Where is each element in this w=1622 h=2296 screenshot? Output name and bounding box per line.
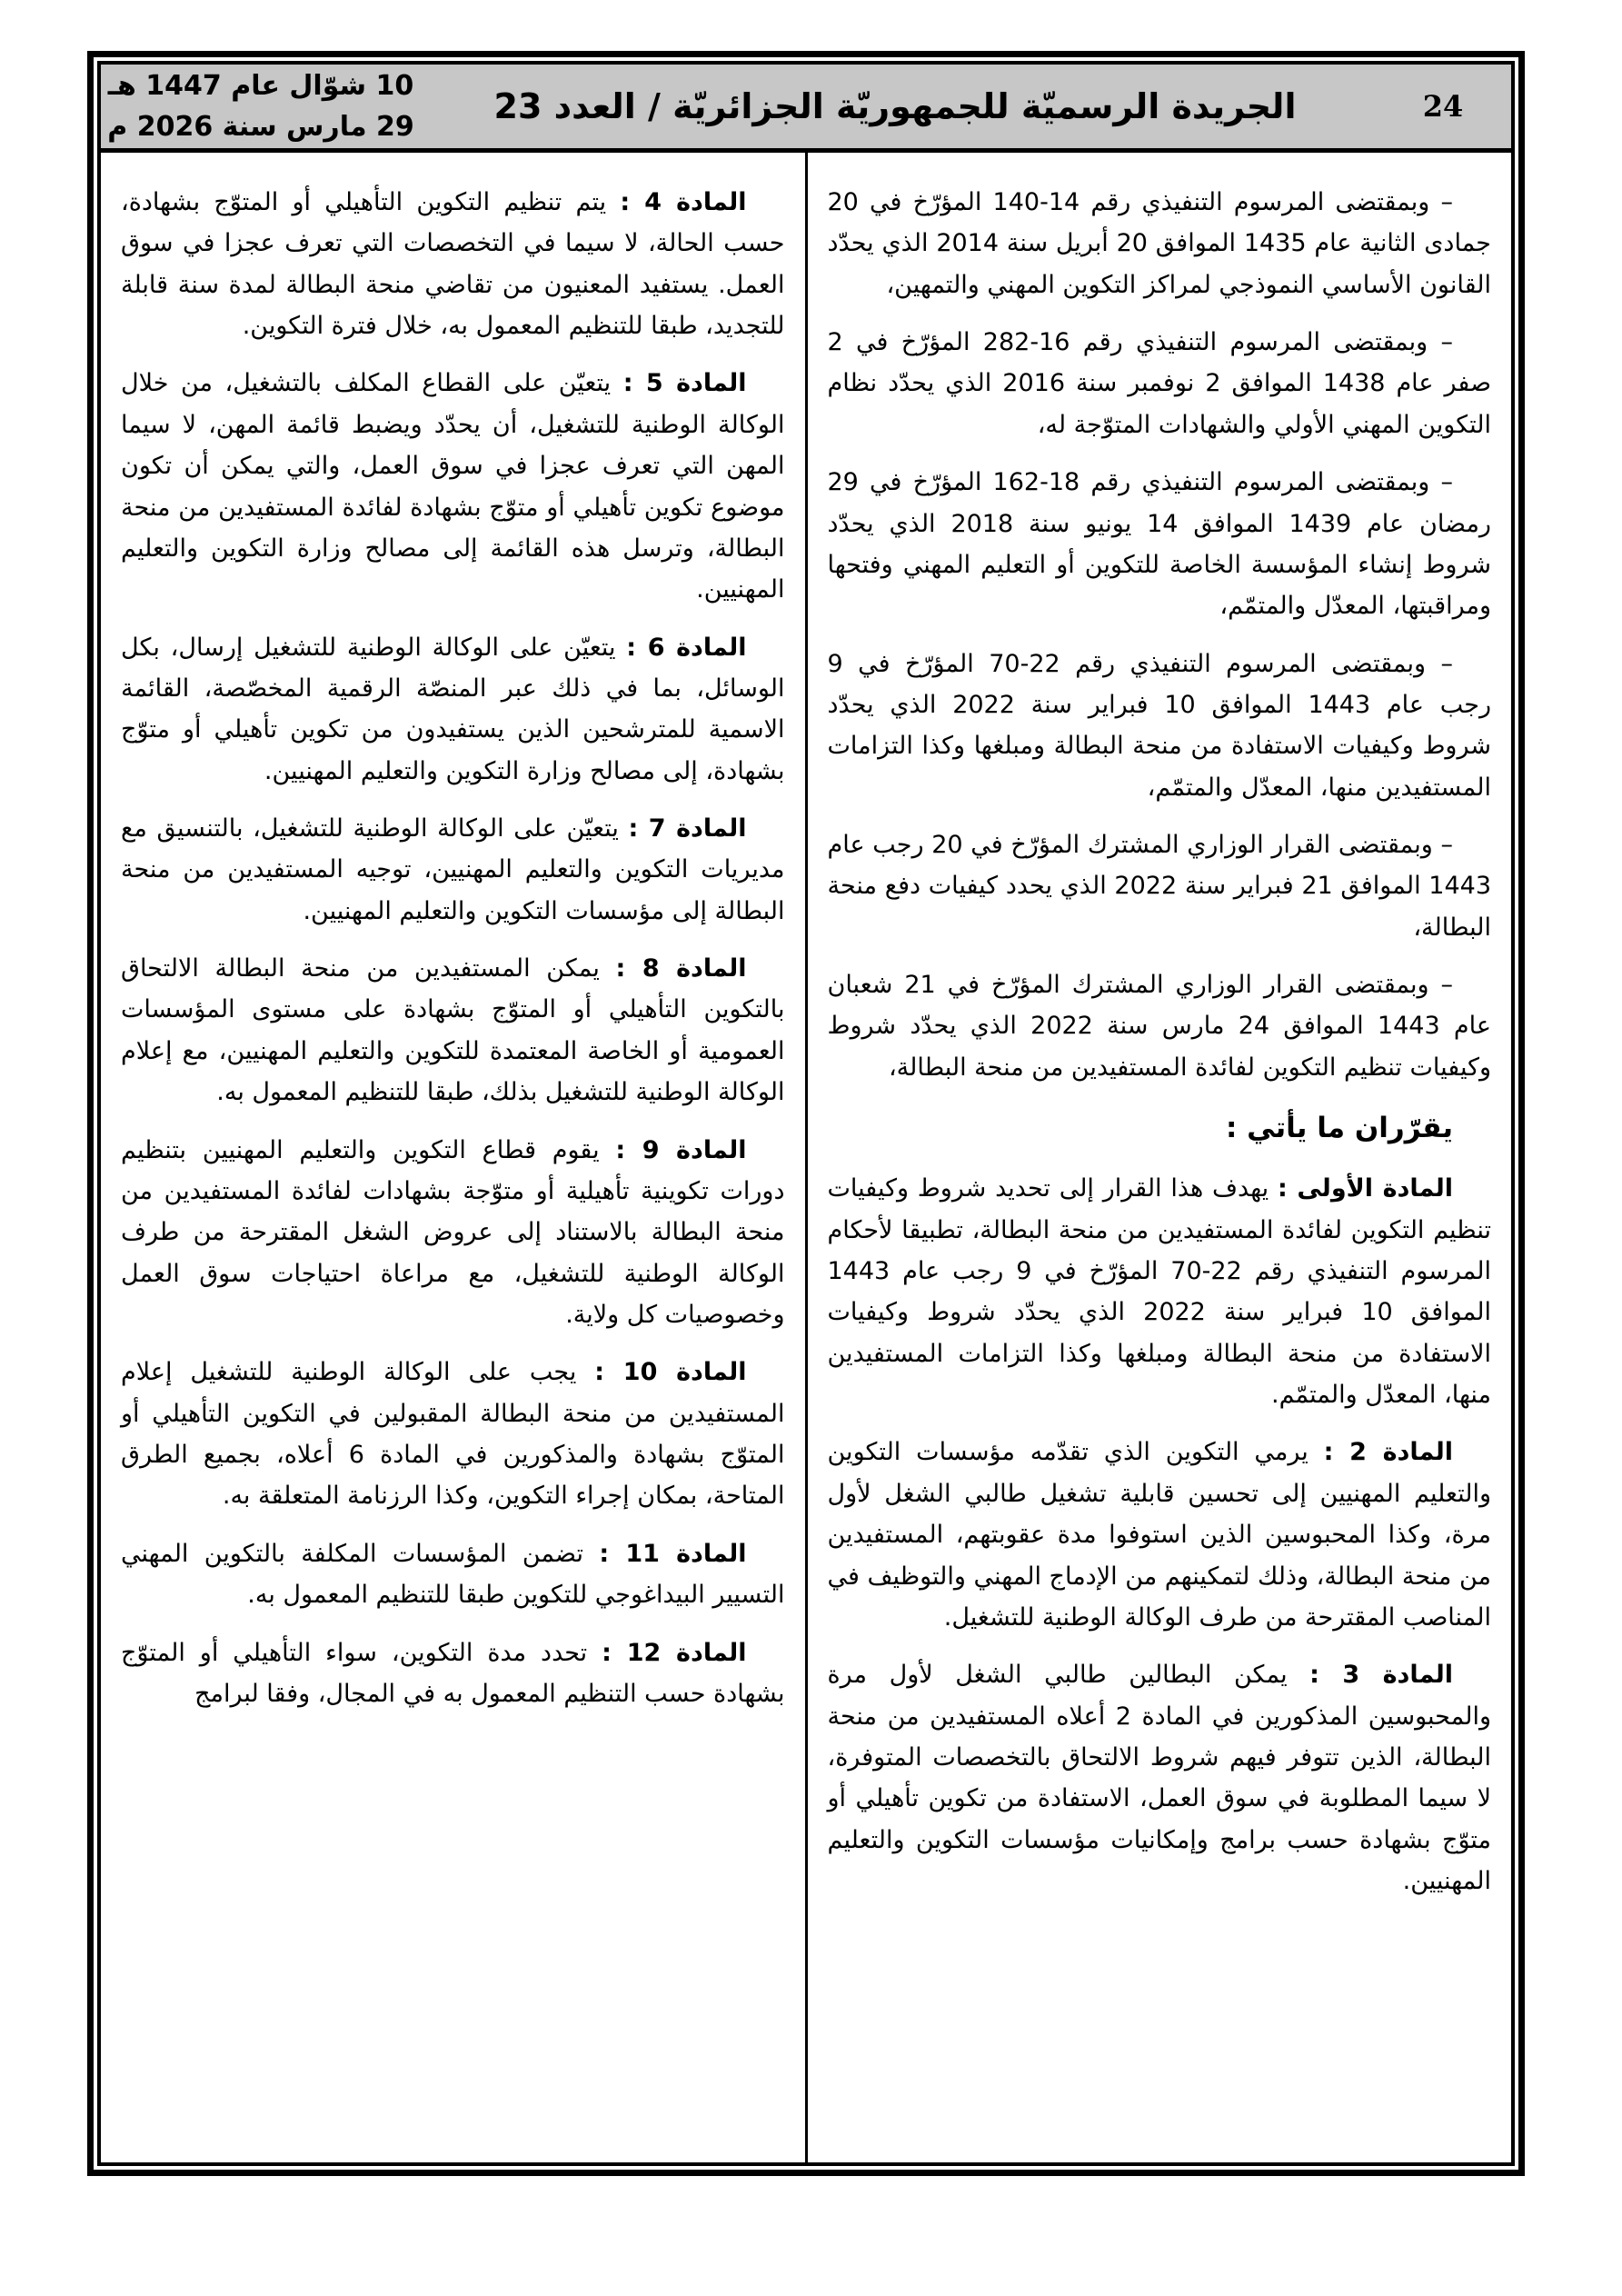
visa-paragraph: – وبمقتضى القرار الوزاري المشترك المؤرّخ في 21 شعبان عام 1443 الموافق 24 مارس سنة 2022 الذي يحدّد شروط وكيفيات تنظيم التكوين لفائدة المستفيدين من منحة البطالة،	[827, 971, 1491, 1082]
page-frame	[87, 51, 1525, 2176]
article-text: يتعيّن على القطاع المكلف بالتشغيل، من خلال الوكالة الوطنية للتشغيل، أن يحدّد ويضبط قائمة المهن، لا سيما المهن التي تعرف عجزا في سوق العمل، والتي يمكن أن تكون موضوع تكوين تأهيلي أو متوّج بشهادة لفائدة المستفيدين من منحة البطالة، وترسل هذه القائمة إلى مصالح وزارة التكوين والتعليم المهنيين.	[121, 369, 785, 604]
article-label: المادة 6 :	[626, 633, 747, 662]
article-text: تضمن المؤسسات المكلفة بالتكوين المهني التسيير البيداغوجي للتكوين طبقا للتنظيم المعمول به.	[121, 1539, 785, 1610]
article-text: يتم تنظيم التكوين التأهيلي أو المتوّج بشهادة، حسب الحالة، لا سيما في التخصصات التي تعرف عجزا في سوق العمل. يستفيد المعنيون من تقاضي منحة البطالة لمدة سنة قابلة للتجديد، طبقا للتنظيم المعمول به، خلال فترة التكوين.	[121, 188, 785, 341]
article-label: المادة 8 :	[615, 954, 747, 983]
article-paragraph	[121, 1130, 785, 1336]
article-text: يهدف هذا القرار إلى تحديد شروط وكيفيات تنظيم التكوين لفائدة المستفيدين من منحة البطالة، تطبيقا لأحكام المرسوم التنفيذي رقم 22‏-‏70 المؤرّخ في 9 رجب عام 1443 الموافق 10 فبراير سنة 2022 الذي يحدّد شروط وكيفيات الاستفادة من منحة البطالة ومبلغها وكذا التزامات المستفيدين منها، المعدّل والمتمّم.	[827, 1174, 1491, 1410]
article-text: يقوم قطاع التكوين والتعليم المهنيين بتنظيم دورات تكوينية تأهيلية أو متوّجة بشهادات لفائدة المستفيدين من منحة البطالة بالاستناد إلى عروض الشغل المقترحة من طرف الوكالة الوطنية للتشغيل، مع مراعاة احتياجات سوق العمل وخصوصيات كل ولاية.	[121, 1135, 785, 1329]
article-label: المادة الأولى :	[1277, 1174, 1453, 1203]
decision-heading: يقرّران ما يأتي :	[1225, 1112, 1453, 1145]
article-paragraph	[828, 1168, 1492, 1415]
article-text: يرمي التكوين الذي تقدّمه مؤسسات التكوين والتعليم المهنيين إلى تحسين قابلية تشغيل طالبي الشغل لأول مرة، وكذا المحبوسين الذين استوفوا مدة عقوبتهم، المستفيدين من منحة البطالة، وذلك لتمكينهم من الإدماج المهني والتوظيف في المناصب المقترحة من طرف الوكالة الوطنية للتشغيل.	[827, 1438, 1491, 1632]
article-label: المادة 12 :	[602, 1638, 747, 1667]
article-label: المادة 9 :	[615, 1135, 747, 1164]
article-text: يجب على الوكالة الوطنية للتشغيل إعلام المستفيدين من منحة البطالة المقبولين في التكوين التأهيلي أو المتوّج بشهادة والمذكورين في المادة 6 أعلاه، بجميع الطرق المتاحة، بمكان إجراء التكوين، وكذا الرزنامة المتعلقة به.	[121, 1358, 785, 1511]
article-label: المادة 11 :	[599, 1539, 747, 1568]
article-paragraph	[121, 363, 785, 610]
visa-paragraph: – وبمقتضى المرسوم التنفيذي رقم 16‏-‏282 المؤرّخ في 2 صفر عام 1438 الموافق 2 نوفمبر سنة 2016 الذي يحدّد نظام التكوين المهني الأولي والشهادات المتوّجة له،	[827, 328, 1491, 439]
article-label: المادة 7 :	[628, 814, 747, 844]
hijri-date: 10 شوّال عام 1447 هـ	[107, 70, 414, 102]
article-paragraph	[828, 1432, 1492, 1638]
article-label: المادة 4 :	[620, 188, 747, 216]
article-paragraph	[121, 808, 785, 932]
article-label: المادة 5 :	[622, 369, 747, 398]
column-divider	[805, 153, 808, 2162]
issue-date-block	[101, 65, 415, 147]
masthead-header	[101, 65, 1511, 153]
column-right	[808, 153, 1512, 2162]
article-text: يتعيّن على الوكالة الوطنية للتشغيل إرسال، بكل الوسائل، بما في ذلك عبر المنصّة الرقمية المخصّصة، القائمة الاسمية للمترشحين الذين يستفيدون من تكوين تأهيلي أو متوّج بشهادة، إلى مصالح وزارة التكوين والتعليم المهنيين.	[121, 633, 785, 785]
article-paragraph	[121, 948, 785, 1113]
article-paragraph	[121, 1632, 785, 1715]
visa-paragraph: – وبمقتضى المرسوم التنفيذي رقم 22‏-‏70 المؤرّخ في 9 رجب عام 1443 الموافق 10 فبراير سنة 2022 الذي يحدّد شروط وكيفيات الاستفادة من منحة البطالة ومبلغها وكذا التزامات المستفيدين منها، المعدّل والمتمّم،	[827, 649, 1491, 802]
page-number: 24	[1422, 89, 1464, 124]
article-text: يتعيّن على الوكالة الوطنية للتشغيل، بالتنسيق مع مديريات التكوين والتعليم المهنيين، توجيه المستفيدين من منحة البطالة إلى مؤسسات التكوين والتعليم المهنيين.	[121, 814, 785, 925]
two-column-content	[101, 153, 1511, 2162]
article-label: المادة 2 :	[1323, 1438, 1454, 1467]
visa-paragraph: – وبمقتضى القرار الوزاري المشترك المؤرّخ في 20 رجب عام 1443 الموافق 21 فبراير سنة 2022 الذي يحدد كيفيات دفع منحة البطالة،	[827, 831, 1491, 942]
article-paragraph	[828, 1654, 1492, 1902]
visa-paragraph: – وبمقتضى المرسوم التنفيذي رقم 14‏-‏140 المؤرّخ في 20 جمادى الثانية عام 1435 الموافق 20 أبريل سنة 2014 الذي يحدّد القانون الأساسي النموذجي لمراكز التكوين المهني والتمهين،	[827, 188, 1491, 299]
article-label: المادة 3 :	[1309, 1661, 1453, 1690]
article-text: يمكن البطالين طالبي الشغل لأول مرة والمحبوسين المذكورين في المادة 2 أعلاه المستفيدين من منحة البطالة، الذين تتوفر فيهم شروط الالتحاق بالتخصصات المتوفرة، لا سيما المطلوبة في سوق العمل، الاستفادة من تكوين تأهيلي أو متوّج بشهادة حسب برامج وإمكانيات مؤسسات التكوين والتعليم المهنيين.	[827, 1661, 1491, 1896]
article-paragraph	[121, 182, 785, 346]
column-left	[101, 153, 805, 2162]
gregorian-date: 29 مارس سنة 2026 م	[107, 111, 414, 143]
gazette-title: الجريدة الرسميّة للجمهوريّة الجزائريّة / العدد 23	[493, 86, 1297, 126]
article-paragraph	[121, 1533, 785, 1616]
visa-paragraph: – وبمقتضى المرسوم التنفيذي رقم 18‏-‏162 المؤرّخ في 29 رمضان عام 1439 الموافق 14 يونيو سنة 2018 الذي يحدّد شروط إنشاء المؤسسة الخاصة للتكوين أو التعليم المهني وفتحها ومراقبتها، المعدّل والمتمّم،	[827, 468, 1491, 621]
article-text: يمكن المستفيدين من منحة البطالة الالتحاق بالتكوين التأهيلي أو المتوّج بشهادة على مستوى المؤسسات العمومية أو الخاصة المعتمدة للتكوين والتعليم المهنيين، مع إعلام الوكالة الوطنية للتشغيل بذلك، طبقا للتنظيم المعمول به.	[121, 954, 785, 1107]
article-text: تحدد مدة التكوين، سواء التأهيلي أو المتوّج بشهادة حسب التنظيم المعمول به في المجال، وفقا لبرامج	[121, 1638, 785, 1708]
article-paragraph	[121, 1352, 785, 1516]
page-frame-inner	[97, 61, 1515, 2166]
article-label: المادة 10 :	[594, 1358, 747, 1387]
article-paragraph	[121, 627, 785, 792]
